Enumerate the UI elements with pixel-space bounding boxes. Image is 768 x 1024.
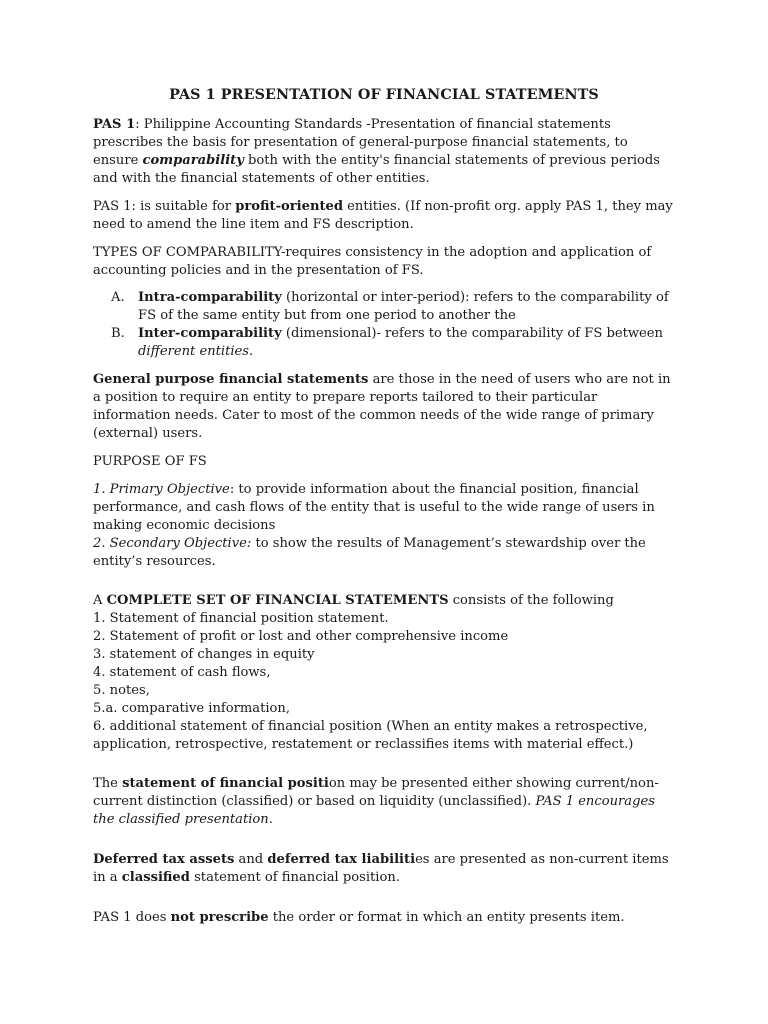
list-item-italic: different entities	[138, 344, 250, 359]
deferred-tax-paragraph	[93, 851, 675, 887]
list-marker: A.	[111, 290, 125, 305]
sfp-text: on may be presented either showing current/non-current distinction (classified) or based on liquidity (unclassified).	[93, 776, 659, 809]
deferred-bold-3: classified	[121, 870, 190, 885]
list-item: 1. Statement of financial position statement.	[93, 611, 389, 626]
list-item-desc: (dimensional)- refers to the comparability of FS between	[281, 326, 663, 341]
secondary-objective-text: to show the results of Management’s stewardship over the entity’s resources.	[93, 536, 646, 569]
comparability-list	[93, 289, 675, 361]
gp-bold-term: General purpose financial statements	[93, 372, 369, 387]
intro-text-1: Philippine Accounting Standards -Presentation of financial statements prescribes the basis for presentation of general-purpose financial statements, to ensure	[93, 117, 628, 168]
list-item-end: .	[249, 344, 254, 359]
complete-set-suffix: consists of the following	[448, 593, 614, 608]
deferred-bold-1: Deferred tax assets	[93, 852, 235, 867]
list-item: 3. statement of changes in equity	[93, 647, 315, 662]
secondary-objective	[93, 535, 675, 571]
list-item-text	[138, 325, 675, 361]
list-marker: B.	[111, 326, 125, 341]
list-item: 2. Statement of profit or lost and other comprehensive income	[93, 629, 509, 644]
list-item: 5.a. comparative information,	[93, 701, 291, 716]
suitable-paragraph	[93, 198, 675, 234]
sfp-end: .	[268, 812, 273, 827]
sfp-italic: PAS 1 encourages the classified presentation	[93, 794, 655, 827]
sfp-bold: statement of financial positi	[122, 776, 329, 791]
complete-set-prefix: A	[93, 593, 107, 608]
order-paragraph	[93, 909, 675, 927]
list-item: 5. notes,	[93, 683, 150, 698]
intro-lead: PAS 1	[93, 117, 136, 132]
types-paragraph	[93, 244, 675, 280]
primary-objective	[93, 481, 675, 535]
intro-bold-term: comparability	[142, 153, 244, 168]
list-item	[93, 325, 675, 361]
list-item: 6. additional statement of financial position (When an entity makes a retrospective, application, retrospective, restatement or reclassifies items with material effect.)	[93, 719, 648, 752]
list-item-desc: (horizontal or inter-period): refers to the comparability of FS of the same entity but from one period to another the	[138, 290, 669, 323]
suitable-text-1: is suitable for	[135, 199, 236, 214]
suitable-bold-term: profit-oriented	[235, 199, 344, 214]
secondary-objective-label: 2. Secondary Objective:	[93, 536, 252, 551]
document-title: PAS 1 PRESENTATION OF FINANCIAL STATEMENTS	[169, 87, 599, 103]
intro-colon: :	[135, 117, 140, 132]
intro-text-2: both with the entity's financial statements of previous periods and with the financial statements of other entities.	[93, 153, 661, 186]
sfp-prefix: The	[93, 776, 123, 791]
types-text: -requires consistency in the adoption and application of accounting policies and in the presentation of FS.	[93, 245, 652, 278]
list-item	[93, 289, 675, 325]
order-text-2: the order or format in which an entity presents item.	[268, 910, 625, 925]
list-item-text	[138, 289, 675, 325]
primary-objective-text: : to provide information about the financial position, financial performance, and cash flows of the entity that is useful to the wide range of users in making economic decisions	[93, 482, 655, 533]
list-item: 4. statement of cash flows,	[93, 665, 271, 680]
gp-text: are those in the need of users who are not in a position to require an entity to prepare reports tailored to their particular information needs. Cater to most of the common needs of the wide range of primary (external) users.	[93, 372, 671, 441]
complete-set-section	[93, 592, 675, 754]
intro-paragraph	[93, 116, 675, 188]
order-text-1: PAS 1 does	[93, 910, 171, 925]
complete-set-bold: COMPLETE SET OF FINANCIAL STATEMENTS	[106, 593, 449, 608]
types-heading: TYPES OF COMPARABILITY	[93, 245, 281, 260]
general-purpose-paragraph	[93, 371, 675, 443]
complete-set-heading	[93, 592, 675, 610]
suitable-lead: PAS 1:	[93, 199, 136, 214]
deferred-bold-2: deferred tax liabiliti	[267, 852, 416, 867]
purpose-heading: PURPOSE OF FS	[93, 454, 207, 469]
list-item-bold: Inter-comparability	[138, 326, 282, 341]
deferred-text-1: and	[234, 852, 268, 867]
purpose-objectives	[93, 481, 675, 571]
primary-objective-label: 1. Primary Objective	[93, 482, 230, 497]
list-item-bold: Intra-comparability	[138, 290, 282, 305]
suitable-text-2: entities. (If non-profit org. apply PAS 1, they may need to amend the line item and FS description.	[93, 199, 673, 232]
sfp-paragraph	[93, 775, 675, 829]
order-bold: not prescribe	[170, 910, 269, 925]
deferred-text-3: statement of financial position.	[189, 870, 400, 885]
deferred-text-2: es are presented as non-current items in a	[93, 852, 669, 885]
